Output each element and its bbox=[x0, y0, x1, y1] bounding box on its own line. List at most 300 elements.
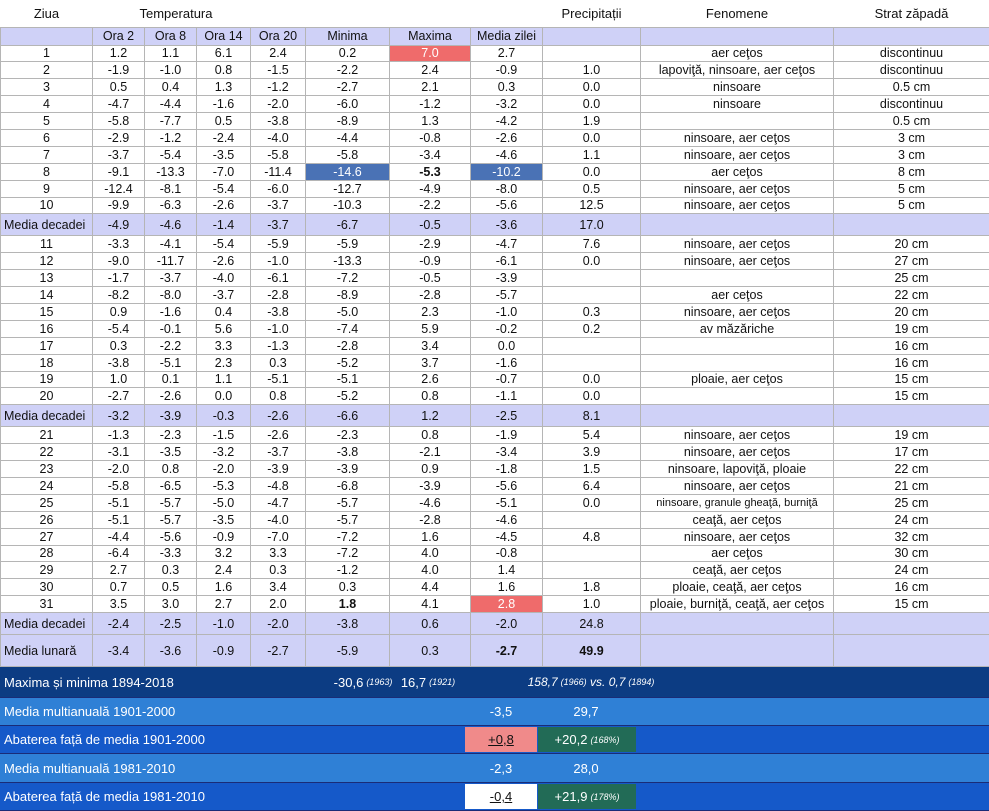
cell-media: -4.2 bbox=[471, 113, 543, 130]
table-row bbox=[1, 461, 989, 478]
cell-ora20: -2.0 bbox=[251, 96, 306, 113]
cell-minima: -8.9 bbox=[306, 113, 390, 130]
cell-precipitatii: 1.5 bbox=[543, 461, 641, 478]
cell-ora20: -4.7 bbox=[251, 494, 306, 511]
cell-ora14: -3.5 bbox=[197, 146, 251, 163]
cell-ora2: -6.4 bbox=[93, 545, 145, 562]
cell-minima: -2.7 bbox=[306, 79, 390, 96]
table-row bbox=[1, 180, 989, 197]
cell-ora2: -3.3 bbox=[93, 236, 145, 253]
blank-header-cell bbox=[641, 27, 834, 45]
table-row bbox=[1, 253, 989, 270]
day-number: 17 bbox=[1, 337, 93, 354]
cell-media: -5.7 bbox=[471, 287, 543, 304]
mean-media: -2.7 bbox=[471, 635, 543, 667]
cell-fenomene: ninsoare, aer ceţos bbox=[641, 427, 834, 444]
mean-precipitatii: 24.8 bbox=[543, 613, 641, 635]
cell-media: -4.5 bbox=[471, 528, 543, 545]
cell-media: -4.6 bbox=[471, 146, 543, 163]
col-ziua-header: Ziua bbox=[1, 0, 93, 27]
cell-media: 0.3 bbox=[471, 79, 543, 96]
cell-ora2: -12.4 bbox=[93, 180, 145, 197]
cell-strat: 15 cm bbox=[834, 388, 989, 405]
table-row bbox=[1, 303, 989, 320]
cell-media: -0.9 bbox=[471, 62, 543, 79]
cell-ora8: 3.0 bbox=[145, 596, 197, 613]
cell-media: -3.2 bbox=[471, 96, 543, 113]
cell-fenomene: ninsoare, aer ceţos bbox=[641, 180, 834, 197]
day-number: 11 bbox=[1, 236, 93, 253]
mean-ora14: -1.0 bbox=[197, 613, 251, 635]
cell-maxima: -3.4 bbox=[390, 146, 471, 163]
cell-maxima: 1.6 bbox=[390, 528, 471, 545]
mean-ora14: -0.3 bbox=[197, 405, 251, 427]
summary-block bbox=[0, 667, 989, 811]
cell-strat: 17 cm bbox=[834, 444, 989, 461]
cell-strat: 20 cm bbox=[834, 236, 989, 253]
cell-ora8: -2.2 bbox=[145, 337, 197, 354]
mean-ora8: -3.6 bbox=[145, 635, 197, 667]
cell-minima: -14.6 bbox=[306, 163, 390, 180]
cell-precipitatii: 0.0 bbox=[543, 79, 641, 96]
mean-ora20: -2.7 bbox=[251, 635, 306, 667]
header-row-top bbox=[1, 0, 989, 27]
table-row bbox=[1, 354, 989, 371]
summary-mean1901-precip: 29,7 bbox=[537, 698, 635, 725]
col-maxima-header: Maxima bbox=[390, 27, 471, 45]
cell-strat: 24 cm bbox=[834, 511, 989, 528]
cell-ora14: -1.6 bbox=[197, 96, 251, 113]
blank-cell bbox=[834, 405, 989, 427]
table-row bbox=[1, 562, 989, 579]
cell-ora2: -5.4 bbox=[93, 320, 145, 337]
cell-ora8: -2.3 bbox=[145, 427, 197, 444]
mean-ora8: -2.5 bbox=[145, 613, 197, 635]
cell-media: 1.6 bbox=[471, 579, 543, 596]
blank-cell bbox=[641, 613, 834, 635]
cell-ora2: -1.9 bbox=[93, 62, 145, 79]
cell-ora20: -11.4 bbox=[251, 163, 306, 180]
day-number: 3 bbox=[1, 79, 93, 96]
day-number: 23 bbox=[1, 461, 93, 478]
mean-ora8: -4.6 bbox=[145, 214, 197, 236]
day-number: 12 bbox=[1, 253, 93, 270]
cell-minima: 0.2 bbox=[306, 45, 390, 62]
cell-ora14: -3.2 bbox=[197, 444, 251, 461]
cell-ora14: 0.4 bbox=[197, 303, 251, 320]
summary-mean1901-row bbox=[0, 698, 989, 726]
cell-ora2: 2.7 bbox=[93, 562, 145, 579]
blank-cell bbox=[641, 405, 834, 427]
cell-ora8: -6.5 bbox=[145, 477, 197, 494]
cell-ora8: -3.7 bbox=[145, 270, 197, 287]
cell-precipitatii: 0.0 bbox=[543, 494, 641, 511]
cell-ora20: 3.4 bbox=[251, 579, 306, 596]
cell-strat: 5 cm bbox=[834, 180, 989, 197]
mean-minima: -3.8 bbox=[306, 613, 390, 635]
cell-strat: 20 cm bbox=[834, 303, 989, 320]
cell-ora14: 3.3 bbox=[197, 337, 251, 354]
cell-ora8: 0.3 bbox=[145, 562, 197, 579]
cell-maxima: 5.9 bbox=[390, 320, 471, 337]
cell-precipitatii: 7.6 bbox=[543, 236, 641, 253]
table-row bbox=[1, 579, 989, 596]
cell-maxima: 0.8 bbox=[390, 388, 471, 405]
summary-dev1901-precip: +20,2 (168%) bbox=[538, 727, 636, 752]
cell-maxima: -1.2 bbox=[390, 96, 471, 113]
cell-minima: -2.8 bbox=[306, 337, 390, 354]
cell-minima: -5.1 bbox=[306, 371, 390, 388]
cell-strat: 22 cm bbox=[834, 461, 989, 478]
cell-ora20: -3.9 bbox=[251, 461, 306, 478]
cell-ora2: -4.4 bbox=[93, 528, 145, 545]
cell-precipitatii: 1.0 bbox=[543, 596, 641, 613]
mean-maxima: 0.3 bbox=[390, 635, 471, 667]
cell-maxima: -0.5 bbox=[390, 270, 471, 287]
cell-ora8: -8.0 bbox=[145, 287, 197, 304]
cell-ora8: -0.1 bbox=[145, 320, 197, 337]
cell-precipitatii: 0.0 bbox=[543, 388, 641, 405]
cell-ora20: 0.3 bbox=[251, 562, 306, 579]
cell-maxima: 4.0 bbox=[390, 545, 471, 562]
mean-minima: -5.9 bbox=[306, 635, 390, 667]
cell-precipitatii: 0.0 bbox=[543, 253, 641, 270]
cell-fenomene: ninsoare, granule gheaţă, burniţă bbox=[641, 494, 834, 511]
cell-precipitatii: 0.3 bbox=[543, 303, 641, 320]
cell-strat: 15 cm bbox=[834, 596, 989, 613]
cell-minima: -7.4 bbox=[306, 320, 390, 337]
cell-ora20: -3.8 bbox=[251, 113, 306, 130]
cell-media: -1.8 bbox=[471, 461, 543, 478]
cell-minima: -2.2 bbox=[306, 62, 390, 79]
cell-ora20: -5.8 bbox=[251, 146, 306, 163]
day-number: 16 bbox=[1, 320, 93, 337]
cell-minima: -5.7 bbox=[306, 511, 390, 528]
mean-ora8: -3.9 bbox=[145, 405, 197, 427]
cell-minima: -10.3 bbox=[306, 197, 390, 214]
cell-ora14: -5.4 bbox=[197, 236, 251, 253]
cell-ora14: -2.6 bbox=[197, 197, 251, 214]
summary-dev1981-row bbox=[0, 783, 989, 811]
blank-cell bbox=[834, 635, 989, 667]
cell-precipitatii bbox=[543, 511, 641, 528]
blank-cell bbox=[641, 214, 834, 236]
day-number: 5 bbox=[1, 113, 93, 130]
col-ora14-header: Ora 14 bbox=[197, 27, 251, 45]
mean-label: Media lunară bbox=[1, 635, 93, 667]
col-minima-header: Minima bbox=[306, 27, 390, 45]
summary-dev1981-precip: +21,9 (178%) bbox=[538, 784, 636, 809]
cell-ora8: -1.6 bbox=[145, 303, 197, 320]
table-row bbox=[1, 113, 989, 130]
cell-ora2: -9.0 bbox=[93, 253, 145, 270]
cell-ora14: 5.6 bbox=[197, 320, 251, 337]
cell-ora14: -5.0 bbox=[197, 494, 251, 511]
cell-minima: -1.2 bbox=[306, 562, 390, 579]
cell-media: -3.9 bbox=[471, 270, 543, 287]
cell-ora14: 1.3 bbox=[197, 79, 251, 96]
cell-fenomene bbox=[641, 337, 834, 354]
cell-minima: -6.8 bbox=[306, 477, 390, 494]
day-number: 13 bbox=[1, 270, 93, 287]
cell-minima: -7.2 bbox=[306, 545, 390, 562]
cell-ora8: -3.3 bbox=[145, 545, 197, 562]
day-number: 1 bbox=[1, 45, 93, 62]
cell-ora20: -2.6 bbox=[251, 427, 306, 444]
day-number: 21 bbox=[1, 427, 93, 444]
mean-precipitatii: 49.9 bbox=[543, 635, 641, 667]
cell-strat: 0.5 cm bbox=[834, 79, 989, 96]
cell-ora20: -2.8 bbox=[251, 287, 306, 304]
cell-precipitatii: 4.8 bbox=[543, 528, 641, 545]
cell-ora14: -4.0 bbox=[197, 270, 251, 287]
cell-media: -1.9 bbox=[471, 427, 543, 444]
day-number: 25 bbox=[1, 494, 93, 511]
cell-ora14: -1.5 bbox=[197, 427, 251, 444]
cell-strat: 16 cm bbox=[834, 354, 989, 371]
cell-fenomene: ninsoare, aer ceţos bbox=[641, 303, 834, 320]
cell-ora2: 3.5 bbox=[93, 596, 145, 613]
cell-ora8: -5.1 bbox=[145, 354, 197, 371]
summary-mean1981-label: Media multianuală 1981-2010 bbox=[4, 754, 175, 782]
cell-minima: -3.9 bbox=[306, 461, 390, 478]
cell-ora8: 1.1 bbox=[145, 45, 197, 62]
mean-precipitatii: 17.0 bbox=[543, 214, 641, 236]
cell-ora2: -4.7 bbox=[93, 96, 145, 113]
cell-precipitatii: 0.0 bbox=[543, 129, 641, 146]
cell-ora2: 0.5 bbox=[93, 79, 145, 96]
cell-precipitatii bbox=[543, 45, 641, 62]
cell-ora20: -7.0 bbox=[251, 528, 306, 545]
cell-ora14: 0.0 bbox=[197, 388, 251, 405]
day-number: 26 bbox=[1, 511, 93, 528]
cell-precipitatii bbox=[543, 287, 641, 304]
cell-ora20: -6.0 bbox=[251, 180, 306, 197]
cell-fenomene: ploaie, aer ceţos bbox=[641, 371, 834, 388]
cell-ora14: -2.6 bbox=[197, 253, 251, 270]
day-number: 8 bbox=[1, 163, 93, 180]
summary-dev1981-label: Abaterea față de media 1981-2010 bbox=[4, 783, 205, 810]
cell-ora20: -1.3 bbox=[251, 337, 306, 354]
cell-maxima: -4.9 bbox=[390, 180, 471, 197]
cell-fenomene: ninsoare, lapoviţă, ploaie bbox=[641, 461, 834, 478]
cell-ora14: -0.9 bbox=[197, 528, 251, 545]
cell-fenomene: ninsoare, aer ceţos bbox=[641, 129, 834, 146]
table-row bbox=[1, 477, 989, 494]
cell-minima: 1.8 bbox=[306, 596, 390, 613]
cell-fenomene: lapoviţă, ninsoare, aer ceţos bbox=[641, 62, 834, 79]
mean-ora2: -3.4 bbox=[93, 635, 145, 667]
blank-cell bbox=[641, 635, 834, 667]
cell-ora14: -7.0 bbox=[197, 163, 251, 180]
mean-ora20: -3.7 bbox=[251, 214, 306, 236]
mean-maxima: 0.6 bbox=[390, 613, 471, 635]
blank-cell bbox=[834, 214, 989, 236]
day-number: 20 bbox=[1, 388, 93, 405]
cell-ora20: 3.3 bbox=[251, 545, 306, 562]
temperatura-header: Temperatura bbox=[93, 0, 543, 27]
mean-minima: -6.6 bbox=[306, 405, 390, 427]
cell-ora14: 2.4 bbox=[197, 562, 251, 579]
table-row bbox=[1, 596, 989, 613]
cell-precipitatii bbox=[543, 337, 641, 354]
cell-minima: -3.8 bbox=[306, 444, 390, 461]
day-number: 9 bbox=[1, 180, 93, 197]
table-row bbox=[1, 236, 989, 253]
cell-strat: 30 cm bbox=[834, 545, 989, 562]
cell-fenomene: ceaţă, aer ceţos bbox=[641, 511, 834, 528]
summary-dev1901-row bbox=[0, 726, 989, 754]
cell-strat: 16 cm bbox=[834, 579, 989, 596]
table-row bbox=[1, 320, 989, 337]
cell-ora14: 1.6 bbox=[197, 579, 251, 596]
cell-strat: 3 cm bbox=[834, 129, 989, 146]
cell-maxima: 2.3 bbox=[390, 303, 471, 320]
cell-ora8: -8.1 bbox=[145, 180, 197, 197]
cell-precipitatii: 12.5 bbox=[543, 197, 641, 214]
cell-media: -5.6 bbox=[471, 197, 543, 214]
cell-ora8: 0.4 bbox=[145, 79, 197, 96]
mean-ora20: -2.0 bbox=[251, 613, 306, 635]
cell-maxima: 2.4 bbox=[390, 62, 471, 79]
mean-ora2: -3.2 bbox=[93, 405, 145, 427]
header-row-sub bbox=[1, 27, 989, 45]
day-number: 7 bbox=[1, 146, 93, 163]
cell-ora8: -1.0 bbox=[145, 62, 197, 79]
cell-ora2: 0.3 bbox=[93, 337, 145, 354]
blank-header-cell bbox=[834, 27, 989, 45]
mean-maxima: -0.5 bbox=[390, 214, 471, 236]
cell-ora8: -13.3 bbox=[145, 163, 197, 180]
cell-ora2: -2.0 bbox=[93, 461, 145, 478]
table-row bbox=[1, 511, 989, 528]
cell-fenomene: ceaţă, aer ceţos bbox=[641, 562, 834, 579]
day-number: 22 bbox=[1, 444, 93, 461]
table-row bbox=[1, 62, 989, 79]
cell-ora8: -5.6 bbox=[145, 528, 197, 545]
day-number: 30 bbox=[1, 579, 93, 596]
fenomene-header: Fenomene bbox=[641, 0, 834, 27]
cell-media: -3.4 bbox=[471, 444, 543, 461]
cell-strat: 25 cm bbox=[834, 494, 989, 511]
decade-mean-row bbox=[1, 613, 989, 635]
table-row bbox=[1, 96, 989, 113]
cell-strat: 19 cm bbox=[834, 427, 989, 444]
col-ora2-header: Ora 2 bbox=[93, 27, 145, 45]
day-number: 10 bbox=[1, 197, 93, 214]
cell-strat: discontinuu bbox=[834, 96, 989, 113]
cell-strat: 3 cm bbox=[834, 146, 989, 163]
summary-mean1981-temp: -2,3 bbox=[465, 754, 537, 782]
cell-minima: -5.2 bbox=[306, 354, 390, 371]
cell-maxima: 4.4 bbox=[390, 579, 471, 596]
mean-ora2: -2.4 bbox=[93, 613, 145, 635]
cell-maxima: -2.9 bbox=[390, 236, 471, 253]
cell-fenomene: ninsoare, aer ceţos bbox=[641, 444, 834, 461]
cell-ora14: 2.7 bbox=[197, 596, 251, 613]
cell-ora14: -5.3 bbox=[197, 477, 251, 494]
cell-ora8: -4.4 bbox=[145, 96, 197, 113]
cell-ora20: 0.8 bbox=[251, 388, 306, 405]
cell-ora20: -4.8 bbox=[251, 477, 306, 494]
decade-mean-row bbox=[1, 405, 989, 427]
cell-ora8: -1.2 bbox=[145, 129, 197, 146]
cell-ora2: 1.2 bbox=[93, 45, 145, 62]
cell-maxima: -2.2 bbox=[390, 197, 471, 214]
cell-ora20: -3.8 bbox=[251, 303, 306, 320]
mean-label: Media decadei bbox=[1, 214, 93, 236]
cell-strat: 21 cm bbox=[834, 477, 989, 494]
day-number: 27 bbox=[1, 528, 93, 545]
cell-ora14: 2.3 bbox=[197, 354, 251, 371]
cell-minima: -2.3 bbox=[306, 427, 390, 444]
cell-strat: discontinuu bbox=[834, 62, 989, 79]
cell-ora20: 2.4 bbox=[251, 45, 306, 62]
cell-precipitatii: 1.0 bbox=[543, 62, 641, 79]
mean-ora20: -2.6 bbox=[251, 405, 306, 427]
cell-ora20: -5.9 bbox=[251, 236, 306, 253]
cell-ora14: 3.2 bbox=[197, 545, 251, 562]
cell-minima: 0.3 bbox=[306, 579, 390, 596]
cell-minima: -5.7 bbox=[306, 494, 390, 511]
summary-precip-extremes: 158,7 (1966) vs. 0,7 (1894) bbox=[524, 667, 658, 697]
cell-minima: -5.2 bbox=[306, 388, 390, 405]
summary-tmin: -30,6 (1963) bbox=[318, 667, 408, 697]
cell-strat: 24 cm bbox=[834, 562, 989, 579]
cell-minima: -6.0 bbox=[306, 96, 390, 113]
cell-precipitatii: 0.0 bbox=[543, 163, 641, 180]
cell-maxima: -3.9 bbox=[390, 477, 471, 494]
day-number: 19 bbox=[1, 371, 93, 388]
cell-fenomene: ninsoare, aer ceţos bbox=[641, 528, 834, 545]
cell-ora2: -2.9 bbox=[93, 129, 145, 146]
cell-strat: 0.5 cm bbox=[834, 113, 989, 130]
cell-ora2: -3.8 bbox=[93, 354, 145, 371]
cell-ora20: 2.0 bbox=[251, 596, 306, 613]
cell-minima: -7.2 bbox=[306, 270, 390, 287]
cell-maxima: -2.1 bbox=[390, 444, 471, 461]
summary-dev1901-label: Abaterea față de media 1901-2000 bbox=[4, 726, 205, 753]
cell-fenomene bbox=[641, 354, 834, 371]
cell-ora20: -1.5 bbox=[251, 62, 306, 79]
summary-mean1901-label: Media multianuală 1901-2000 bbox=[4, 698, 175, 725]
cell-ora2: -9.9 bbox=[93, 197, 145, 214]
table-row bbox=[1, 129, 989, 146]
cell-fenomene bbox=[641, 113, 834, 130]
cell-strat: 5 cm bbox=[834, 197, 989, 214]
table-row bbox=[1, 528, 989, 545]
cell-fenomene: ploaie, burniţă, ceaţă, aer ceţos bbox=[641, 596, 834, 613]
cell-ora2: -5.8 bbox=[93, 477, 145, 494]
cell-ora8: -5.7 bbox=[145, 511, 197, 528]
cell-media: -1.6 bbox=[471, 354, 543, 371]
cell-precipitatii bbox=[543, 545, 641, 562]
cell-media: -5.1 bbox=[471, 494, 543, 511]
cell-precipitatii bbox=[543, 562, 641, 579]
cell-maxima: -0.9 bbox=[390, 253, 471, 270]
cell-ora2: -9.1 bbox=[93, 163, 145, 180]
cell-fenomene bbox=[641, 270, 834, 287]
mean-ora14: -1.4 bbox=[197, 214, 251, 236]
cell-minima: -8.9 bbox=[306, 287, 390, 304]
cell-fenomene: aer ceţos bbox=[641, 287, 834, 304]
day-number: 24 bbox=[1, 477, 93, 494]
cell-media: -5.6 bbox=[471, 477, 543, 494]
cell-ora20: -1.2 bbox=[251, 79, 306, 96]
cell-ora14: -5.4 bbox=[197, 180, 251, 197]
cell-ora8: -3.5 bbox=[145, 444, 197, 461]
precipitatii-header: Precipitații bbox=[543, 0, 641, 27]
